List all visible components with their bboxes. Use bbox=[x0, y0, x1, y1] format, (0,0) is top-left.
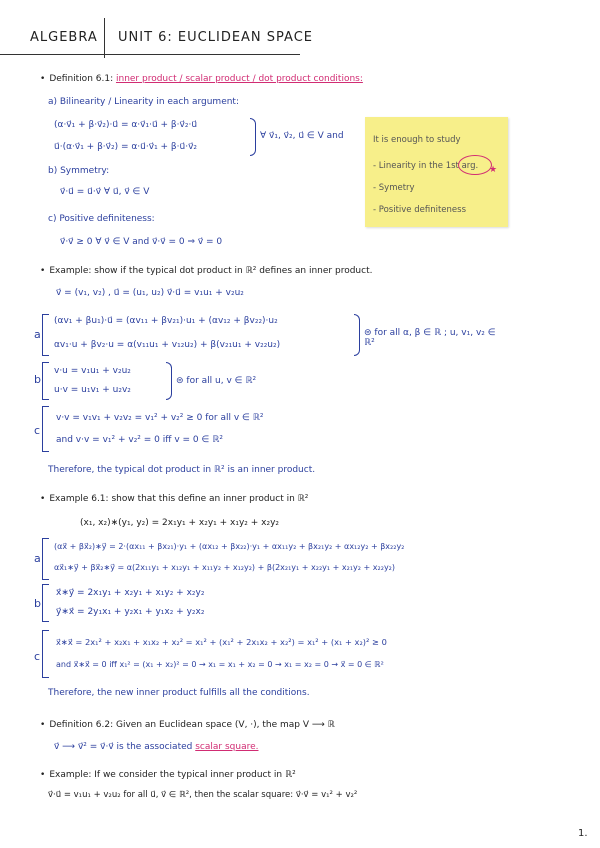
page-header bbox=[0, 12, 600, 62]
scalar-square-term: scalar square. bbox=[195, 742, 259, 752]
example-1-b-condition: ⊜ for all u, v ∈ ℝ² bbox=[176, 376, 257, 386]
example-6-1-a-line-2: αx⃗₁∗y⃗ + βx⃗₂∗y⃗ = α(2x₁₁y₁ + x₁₂y₁ + x₁₁y₂ + x₁₂y₂) + β(2x₂₁y₁ + x₂₂y₁ + x₂₁y₂ + x₂₂y₂) bbox=[54, 563, 395, 572]
example-6-1-b-line-1: x⃗∗y⃗ = 2x₁y₁ + x₂y₁ + x₁y₂ + x₂y₂ bbox=[56, 588, 205, 598]
example-6-1-b-line-2: y⃗∗x⃗ = 2y₁x₁ + y₂x₁ + y₁x₂ + y₂x₂ bbox=[56, 607, 205, 617]
example-1-b-line-2: u·v = u₁v₁ + u₂v₂ bbox=[54, 385, 131, 395]
example-6-1-c-line-2: and x⃗∗x⃗ = 0 iff x₁² = (x₁ + x₂)² = 0 → x₁ = x₁ + x₂ = 0 → x₁ = x₂ = 0 → x⃗ = 0 ∈ ℝ² bbox=[56, 660, 384, 669]
example-1-b-line-1: v·u = v₁u₁ + v₂u₂ bbox=[54, 366, 131, 376]
example-6-1-c-line-1: x⃗∗x⃗ = 2x₁² + x₂x₁ + x₁x₂ + x₂² = x₁² + (x₁² + 2x₁x₂ + x₂²) = x₁² + (x₁ + x₂)² ≥ 0 bbox=[56, 637, 387, 647]
symmetry-label: b) Symmetry: bbox=[48, 166, 110, 176]
header-divider bbox=[104, 18, 105, 58]
example-2-heading: • Example: If we consider the typical inner product in ℝ² bbox=[40, 770, 296, 780]
subject-title: ALGEBRA bbox=[30, 30, 98, 45]
bilinearity-condition: ∀ v⃗₁, v⃗₂, u⃗ ∈ V and bbox=[260, 131, 344, 141]
example-1-a-line-1: (αv₁ + βu₁)·u⃗ = (αv₁₁ + βv₂₁)·u₁ + (αv₁₂ + βv₂₂)·u₂ bbox=[54, 316, 278, 326]
example-6-1-conclusion: Therefore, the new inner product fulfills all the conditions. bbox=[48, 688, 310, 698]
definition-6-1-heading: • Definition 6.1: inner product / scalar product / dot product conditions: bbox=[40, 74, 363, 84]
bilinearity-label: a) Bilinearity / Linearity in each argument: bbox=[48, 97, 239, 107]
example-1-b-bracket bbox=[42, 362, 49, 400]
symmetry-line: v⃗·u⃗ = u⃗·v⃗ ∀ u⃗, v⃗ ∈ V bbox=[60, 187, 150, 197]
definition-6-2-line-2: v⃗ ⟶ v⃗² = v⃗·v⃗ is the associated scalar square. bbox=[54, 742, 259, 752]
example-6-1-c-bracket bbox=[42, 630, 49, 678]
example-1-a-condition: ⊜ for all α, β ∈ ℝ ; u, v₁, v₂ ∈ ℝ² bbox=[364, 328, 496, 348]
definition-6-2-heading: • Definition 6.2: Given an Euclidean space (V, ·), the map V ⟶ ℝ bbox=[40, 720, 335, 730]
example-1-a-brace bbox=[354, 314, 360, 356]
definition-6-1-title: inner product / scalar product / dot product conditions: bbox=[115, 74, 363, 84]
example-6-1-text: show that this define an inner product in ℝ² bbox=[111, 494, 309, 504]
example-6-1-heading: • Example 6.1: show that this define an inner product in ℝ² bbox=[40, 494, 309, 504]
side-label-c-2: c bbox=[34, 650, 41, 663]
example-1-c-line-1: v·v = v₁v₁ + v₂v₂ = v₁² + v₂² ≥ 0 for all v ∈ ℝ² bbox=[56, 413, 264, 423]
side-label-c: c bbox=[34, 424, 41, 437]
side-label-a: a bbox=[34, 328, 41, 341]
sticky-line-2: - Linearity in the 1st arg. bbox=[373, 161, 479, 171]
example-1-c-line-2: and v·v = v₁² + v₂² = 0 iff v = 0 ∈ ℝ² bbox=[56, 435, 223, 445]
example-2-line-2: v⃗·u⃗ = v₁u₁ + v₂u₂ for all u⃗, v⃗ ∈ ℝ², then the scalar square: v⃗·v⃗ = v₁² + v₂² bbox=[48, 790, 358, 800]
example-6-1-a-line-1: (αx⃗ + βx⃗₂)∗y⃗ = 2·(αx₁₁ + βx₂₁)·y₁ + (αx₁₂ + βx₂₂)·y₁ + αx₁₁y₂ + βx₂₁y₂ + αx₁₂y₂ + βx₂₂y₂ bbox=[54, 542, 405, 551]
sticky-line-3: - Symetry bbox=[373, 183, 415, 193]
positive-definiteness-line: v⃗·v⃗ ≥ 0 ∀ v⃗ ∈ V and v⃗·v⃗ = 0 ⇒ v⃗ = 0 bbox=[60, 237, 223, 247]
bilinearity-brace bbox=[250, 118, 256, 156]
example-1-heading: • Example: show if the typical dot product in ℝ² defines an inner product. bbox=[40, 266, 373, 276]
sticky-line-1: It is enough to study bbox=[373, 135, 461, 145]
side-label-b-2: b bbox=[34, 597, 41, 610]
example-2-text: If we consider the typical inner product in ℝ² bbox=[94, 770, 296, 780]
positive-definiteness-label: c) Positive definiteness: bbox=[48, 214, 155, 224]
bilinearity-line-1: (α·v⃗₁ + β·v⃗₂)·u⃗ = α·v⃗₁·u⃗ + β·v⃗₂·u⃗ bbox=[54, 120, 198, 130]
header-underline bbox=[0, 54, 300, 55]
definition-6-2-text: Given an Euclidean space (V, ·), the map V ⟶ ℝ bbox=[115, 720, 335, 730]
example-6-1-formula: (x₁, x₂)∗(y₁, y₂) = 2x₁y₁ + x₂y₁ + x₁y₂ + x₂y₂ bbox=[80, 518, 280, 528]
example-6-1-a-bracket bbox=[42, 538, 49, 580]
example-1-conclusion: Therefore, the typical dot product in ℝ² is an inner product. bbox=[48, 465, 316, 475]
example-1-b-brace bbox=[166, 362, 172, 400]
example-1-a-bracket bbox=[42, 314, 49, 356]
side-label-a-2: a bbox=[34, 552, 41, 565]
star-icon: ★ bbox=[489, 165, 498, 175]
bilinearity-line-2: u⃗·(α·v⃗₁ + β·v⃗₂) = α·u⃗·v⃗₁ + β·u⃗·v⃗₂ bbox=[54, 142, 198, 152]
highlight-circle bbox=[458, 155, 492, 175]
example-1-text: show if the typical dot product in ℝ² defines an inner product. bbox=[94, 266, 373, 276]
page-number: 1. bbox=[578, 828, 588, 839]
example-1-a-line-2: αv₁·u + βv₂·u = α(v₁₁u₁ + v₁₂u₂) + β(v₂₁u₁ + v₂₂u₂) bbox=[54, 340, 281, 350]
side-label-b: b bbox=[34, 373, 41, 386]
sticky-line-4: - Positive definiteness bbox=[373, 205, 467, 215]
example-6-1-b-bracket bbox=[42, 584, 49, 622]
example-1-c-bracket bbox=[42, 406, 49, 452]
unit-title: UNIT 6: EUCLIDEAN SPACE bbox=[118, 30, 314, 45]
example-1-setup: v⃗ = (v₁, v₂) , u⃗ = (u₁, u₂) v⃗·u⃗ = v₁u₁ + v₂u₂ bbox=[56, 288, 244, 298]
sticky-note bbox=[365, 117, 508, 227]
